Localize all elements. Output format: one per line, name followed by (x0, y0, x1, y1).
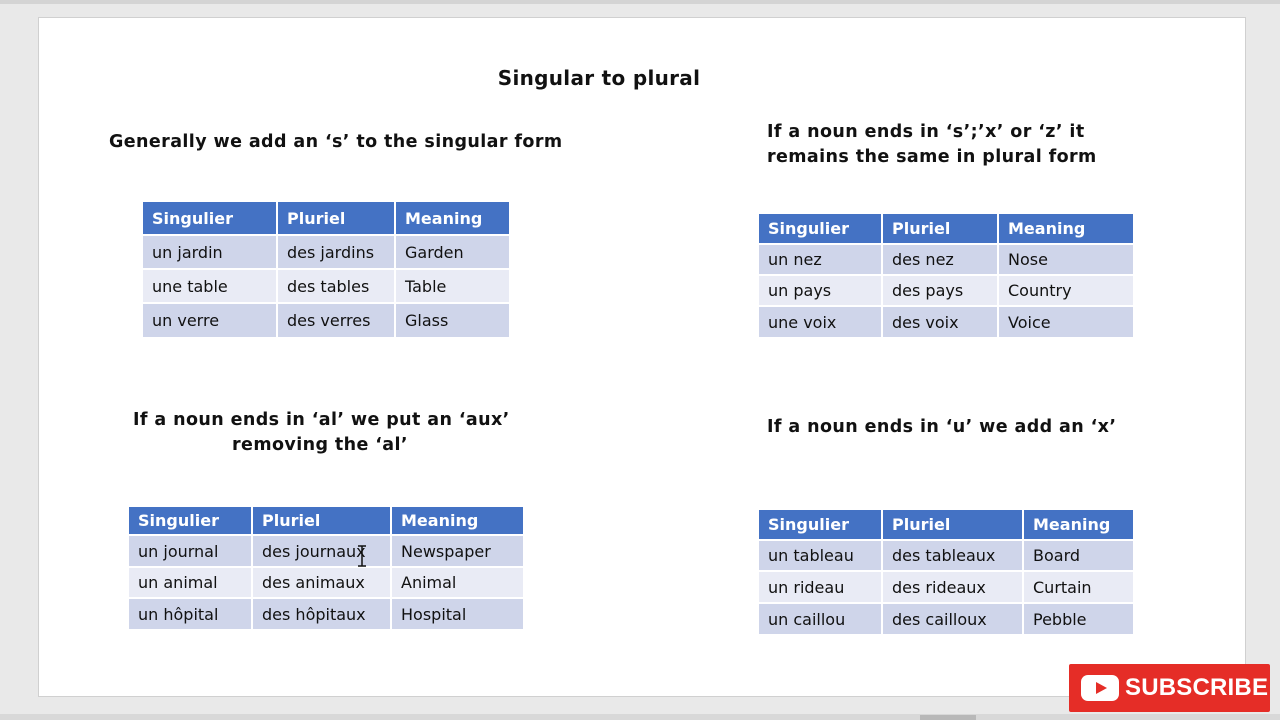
header-meaning: Meaning (391, 507, 523, 535)
header-singulier: Singulier (143, 202, 277, 235)
cell-pluriel: des journaux (252, 535, 391, 567)
cell-meaning: Newspaper (391, 535, 523, 567)
slide (38, 17, 1246, 697)
window-top-strip (0, 0, 1280, 4)
cell-singulier: un verre (143, 303, 277, 337)
cell-singulier: un journal (129, 535, 252, 567)
cell-singulier: un nez (759, 244, 882, 275)
table-s-x-z (759, 214, 1133, 337)
caption-line: Generally we add an ‘s’ to the singular form (109, 132, 563, 152)
cell-singulier: une table (143, 269, 277, 303)
table-header-row (759, 510, 1133, 540)
cell-pluriel: des hôpitaux (252, 598, 391, 629)
header-singulier: Singulier (129, 507, 252, 535)
caption-line: If a noun ends in ‘al’ we put an ‘aux’ (133, 410, 510, 430)
table-row (759, 275, 1133, 306)
cell-singulier: un hôpital (129, 598, 252, 629)
caption-line: If a noun ends in ‘u’ we add an ‘x’ (767, 417, 1117, 437)
rule-caption-al-aux (133, 408, 510, 458)
cell-meaning: Pebble (1023, 603, 1133, 634)
table-header-row (759, 214, 1133, 244)
cell-singulier: un pays (759, 275, 882, 306)
cell-singulier: un animal (129, 567, 252, 598)
cell-meaning: Nose (998, 244, 1133, 275)
cell-meaning: Voice (998, 306, 1133, 337)
cell-singulier: un jardin (143, 235, 277, 269)
cell-meaning: Glass (395, 303, 509, 337)
cell-meaning: Garden (395, 235, 509, 269)
cell-pluriel: des voix (882, 306, 998, 337)
cell-meaning: Board (1023, 540, 1133, 571)
cell-pluriel: des pays (882, 275, 998, 306)
cell-pluriel: des jardins (277, 235, 395, 269)
table-row (759, 540, 1133, 571)
bottom-scrollbar-thumb[interactable] (920, 715, 976, 720)
caption-line: If a noun ends in ‘s’;’x’ or ‘z’ it (767, 122, 1085, 142)
caption-line: remains the same in plural form (767, 147, 1097, 167)
table-row (129, 567, 523, 598)
table-al-aux (129, 507, 523, 629)
rule-caption-s-x-z (767, 120, 1097, 170)
cell-singulier: un caillou (759, 603, 882, 634)
bottom-scrollbar-track[interactable] (0, 714, 1280, 720)
youtube-play-icon (1081, 675, 1119, 701)
caption-line: removing the ‘al’ (232, 435, 408, 455)
table-row (129, 598, 523, 629)
subscribe-label: SUBSCRIBE (1125, 674, 1269, 701)
table-header-row (143, 202, 509, 235)
table-row (759, 244, 1133, 275)
table-header-row (129, 507, 523, 535)
header-pluriel: Pluriel (252, 507, 391, 535)
cell-pluriel: des verres (277, 303, 395, 337)
rule-caption-u-x (767, 415, 1116, 440)
slide-title: Singular to plural (497, 66, 701, 90)
cell-singulier: un rideau (759, 571, 882, 603)
text-cursor-icon (357, 545, 367, 567)
table-u-x (759, 510, 1133, 634)
table-row (143, 235, 509, 269)
cell-pluriel: des tables (277, 269, 395, 303)
table-row (129, 535, 523, 567)
cell-singulier: un tableau (759, 540, 882, 571)
rule-caption-add-s (109, 130, 563, 155)
header-pluriel: Pluriel (882, 214, 998, 244)
cell-meaning: Table (395, 269, 509, 303)
cell-pluriel: des cailloux (882, 603, 1023, 634)
cell-pluriel: des nez (882, 244, 998, 275)
table-row (143, 269, 509, 303)
table-row (759, 306, 1133, 337)
cell-pluriel: des animaux (252, 567, 391, 598)
table-row (759, 571, 1133, 603)
table-add-s (143, 202, 509, 337)
header-singulier: Singulier (759, 510, 882, 540)
cell-pluriel: des rideaux (882, 571, 1023, 603)
cell-meaning: Hospital (391, 598, 523, 629)
header-meaning: Meaning (998, 214, 1133, 244)
table-row (759, 603, 1133, 634)
header-meaning: Meaning (1023, 510, 1133, 540)
table-row (143, 303, 509, 337)
subscribe-button[interactable] (1069, 664, 1270, 712)
header-pluriel: Pluriel (277, 202, 395, 235)
cell-singulier: une voix (759, 306, 882, 337)
header-singulier: Singulier (759, 214, 882, 244)
cell-pluriel: des tableaux (882, 540, 1023, 571)
header-meaning: Meaning (395, 202, 509, 235)
header-pluriel: Pluriel (882, 510, 1023, 540)
cell-meaning: Country (998, 275, 1133, 306)
cell-meaning: Curtain (1023, 571, 1133, 603)
cell-meaning: Animal (391, 567, 523, 598)
